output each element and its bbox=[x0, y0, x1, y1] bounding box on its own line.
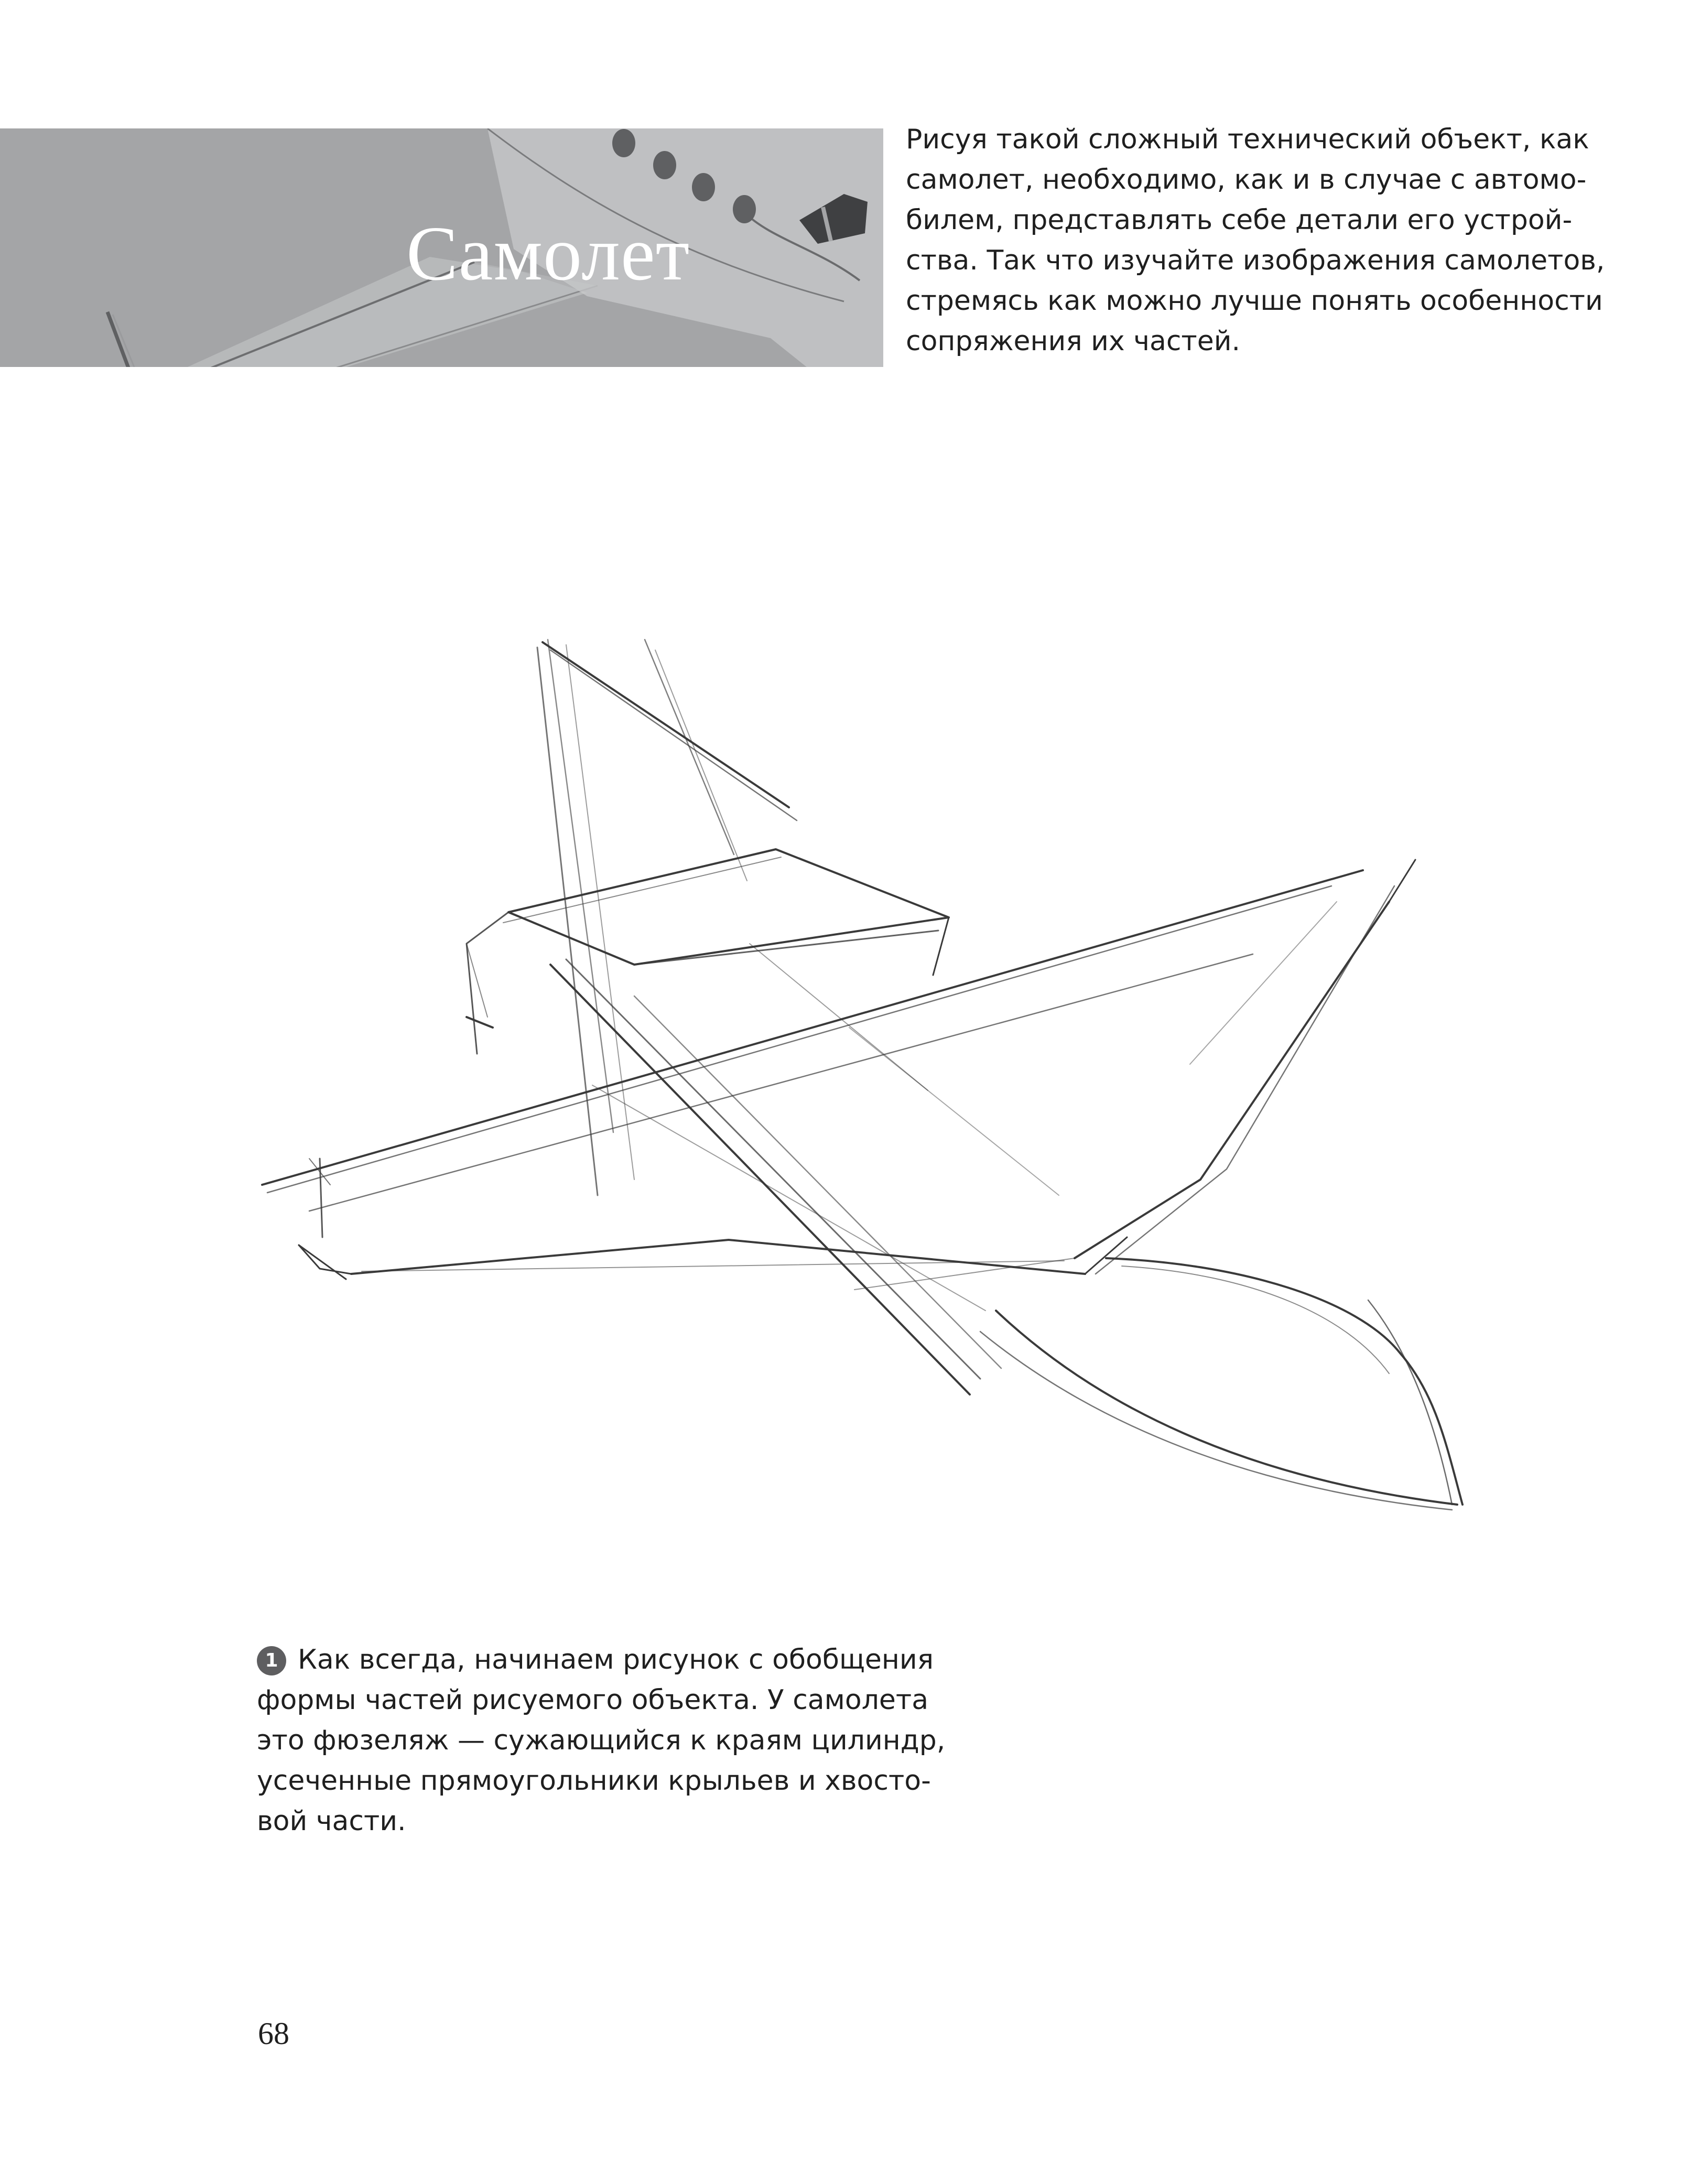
step-line: это фюзеляж — сужающийся к краям цилиндр, bbox=[257, 1725, 946, 1756]
intro-line: самолет, необходимо, как и в случае с автомо- bbox=[906, 164, 1587, 196]
intro-paragraph bbox=[906, 120, 1605, 362]
chapter-header-band bbox=[0, 128, 883, 367]
intro-line: билем, представлять себе детали его устрой- bbox=[906, 204, 1573, 236]
intro-line: Рисуя такой сложный технический объект, как bbox=[906, 124, 1589, 155]
intro-line: ства. Так что изучайте изображения самолетов, bbox=[906, 245, 1605, 276]
step-line: формы частей рисуемого объекта. У самолета bbox=[257, 1684, 929, 1716]
step-caption bbox=[257, 1640, 946, 1842]
step-line: Как всегда, начинаем рисунок с обобщения bbox=[298, 1644, 934, 1675]
chapter-title: Самолет bbox=[406, 211, 690, 297]
intro-line: стремясь как можно лучше понять особенности bbox=[906, 285, 1603, 317]
step-line: усеченные прямоугольники крыльев и хвосто- bbox=[257, 1765, 931, 1797]
step-caption-first-line bbox=[257, 1640, 934, 1680]
intro-line: сопряжения их частей. bbox=[906, 326, 1241, 357]
step-number-badge: 1 bbox=[257, 1646, 286, 1675]
step-line: вой части. bbox=[257, 1805, 406, 1837]
page-number: 68 bbox=[258, 2016, 289, 2051]
airplane-construction-sketch bbox=[257, 629, 1541, 1552]
